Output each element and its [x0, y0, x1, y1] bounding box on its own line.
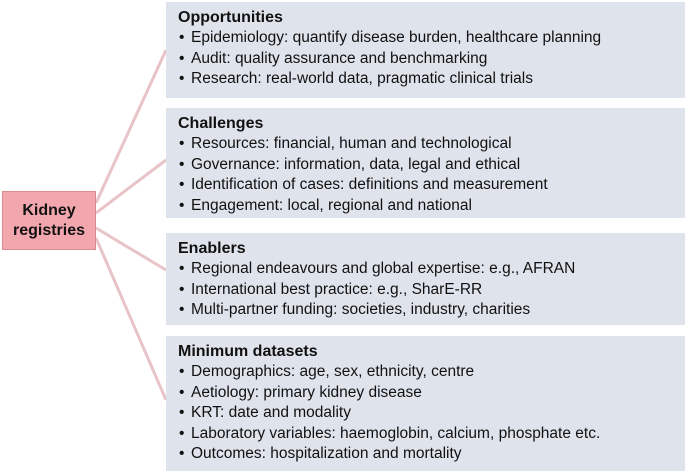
center-node-kidney-registries: [2, 191, 96, 250]
panel-title: Enablers: [178, 240, 246, 257]
list-item: • Governance: information, data, legal and ethical: [178, 155, 685, 176]
bullet-icon: •: [179, 29, 185, 46]
list-item: • KRT: date and modality: [178, 403, 685, 424]
list-item: • Epidemiology: quantify disease burden, healthcare planning: [178, 28, 685, 49]
panel-opportunities: [166, 2, 685, 98]
panel-title: Minimum datasets: [178, 343, 318, 360]
panel-list: [178, 134, 685, 216]
bullet-icon: •: [179, 424, 185, 442]
panel-enablers: [166, 233, 685, 325]
bullet-icon: •: [179, 445, 185, 462]
list-item: • Research: real-world data, pragmatic clinical trials: [178, 69, 685, 90]
center-node-line-2: registries: [12, 221, 86, 239]
list-item: • Aetiology: primary kidney disease: [178, 383, 685, 404]
panel-minimum-datasets: [166, 336, 685, 471]
connector-opportunities: [96, 50, 166, 203]
list-item: • Demographics: age, sex, ethnicity, centre: [178, 362, 685, 383]
bullet-icon: •: [179, 70, 185, 87]
bullet-icon: •: [179, 363, 185, 380]
list-item: • Outcomes: hospitalization and mortality: [178, 444, 685, 465]
panel-title: Challenges: [178, 115, 264, 132]
panel-title: Opportunities: [178, 9, 283, 26]
bullet-icon: •: [179, 280, 185, 298]
bullet-icon: •: [179, 404, 185, 421]
bullet-icon: •: [179, 49, 185, 67]
connector-challenges: [96, 160, 166, 213]
list-item: • Audit: quality assurance and benchmarking: [178, 49, 685, 70]
list-item: • Engagement: local, regional and national: [178, 196, 685, 217]
bullet-icon: •: [179, 176, 185, 193]
list-item: • International best practice: e.g., SharE-RR: [178, 280, 685, 301]
list-item: • Identification of cases: definitions and measurement: [178, 175, 685, 196]
panel-list: [178, 362, 685, 465]
bullet-icon: •: [179, 155, 185, 173]
center-node-line-1: Kidney: [22, 201, 76, 219]
bullet-icon: •: [179, 135, 185, 152]
bullet-icon: •: [179, 383, 185, 401]
panel-challenges: [166, 108, 685, 218]
bullet-icon: •: [179, 260, 185, 277]
bullet-icon: •: [179, 196, 185, 214]
list-item: • Multi-partner funding: societies, industry, charities: [178, 300, 685, 321]
panel-list: [178, 259, 685, 321]
list-item: • Laboratory variables: haemoglobin, calcium, phosphate etc.: [178, 424, 685, 445]
panel-list: [178, 28, 685, 90]
list-item: • Resources: financial, human and technological: [178, 134, 685, 155]
list-item: • Regional endeavours and global expertise: e.g., AFRAN: [178, 259, 685, 280]
bullet-icon: •: [179, 301, 185, 318]
